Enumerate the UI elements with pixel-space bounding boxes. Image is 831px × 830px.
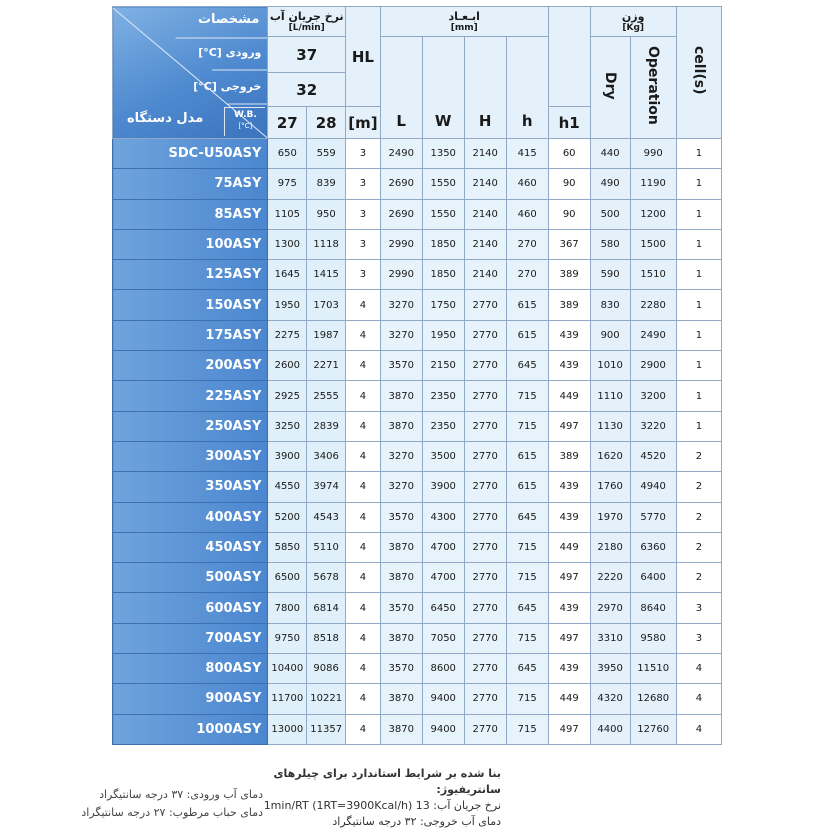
dim-h-cell: 615 [506, 290, 548, 320]
dim-l-cell: 3570 [380, 502, 422, 532]
notes-outlet: دمای آب خروجی: ۳۲ درجه سانتیگراد [332, 815, 501, 828]
hl-cell: 3 [346, 229, 381, 259]
dim-h-cell: 715 [506, 563, 548, 593]
h1-cell: 439 [548, 351, 590, 381]
h1-cell: 389 [548, 290, 590, 320]
operation-weight-cell: 3220 [630, 411, 676, 441]
dim-hh-cell: 2770 [464, 684, 506, 714]
hl-cell: 4 [346, 532, 381, 562]
flow-27-cell: 3250 [268, 411, 307, 441]
dim-w-cell: 9400 [422, 714, 464, 744]
cells-cell: 1 [676, 139, 721, 169]
h1-cell: 90 [548, 169, 590, 199]
dim-l-cell: 3270 [380, 472, 422, 502]
dry-weight-cell: 1130 [590, 411, 630, 441]
dim-hh-cell: 2140 [464, 169, 506, 199]
dim-hh-cell: 2770 [464, 623, 506, 653]
cells-cell: 4 [676, 714, 721, 744]
flow-28-cell: 3406 [307, 441, 346, 471]
flow-28-cell: 1987 [307, 320, 346, 350]
dim-hh-cell: 2770 [464, 381, 506, 411]
dim-l-cell: 3870 [380, 714, 422, 744]
dim-w-header: W [422, 37, 464, 139]
dim-l-cell: 3570 [380, 351, 422, 381]
flow-27-cell: 2275 [268, 320, 307, 350]
h1-cell: 439 [548, 502, 590, 532]
dim-h-cell: 615 [506, 441, 548, 471]
dim-h-cell: 715 [506, 411, 548, 441]
model-cell: 300ASY [113, 441, 268, 471]
outlet-temp-label: [°C] خروجی [193, 79, 262, 93]
operation-weight-cell: 12760 [630, 714, 676, 744]
operation-weight-cell: 990 [630, 139, 676, 169]
model-cell: 175ASY [113, 320, 268, 350]
dim-w-cell: 6450 [422, 593, 464, 623]
dry-weight-cell: 590 [590, 260, 630, 290]
dry-weight-cell: 1760 [590, 472, 630, 502]
notes-title: بنا شده بر شرایط استاندارد برای چیلرهای سانتریفیوژ: [273, 767, 501, 796]
dim-w-cell: 2350 [422, 381, 464, 411]
flow-28-cell: 2271 [307, 351, 346, 381]
table-row [113, 199, 722, 229]
cells-cell: 4 [676, 684, 721, 714]
hl-cell: 3 [346, 169, 381, 199]
h1-cell: 497 [548, 563, 590, 593]
flow-28-cell: 8518 [307, 623, 346, 653]
table-row [113, 441, 722, 471]
flow-27-cell: 3900 [268, 441, 307, 471]
dim-l-cell: 2690 [380, 169, 422, 199]
flow-27-cell: 1105 [268, 199, 307, 229]
flow-27-cell: 9750 [268, 623, 307, 653]
dry-weight-cell: 580 [590, 229, 630, 259]
dim-h-cell: 645 [506, 654, 548, 684]
notes-wetbulb: دمای حباب مرطوب: ۲۷ درجه سانتیگراد [81, 806, 263, 819]
dim-h-cell: 715 [506, 714, 548, 744]
operation-weight-cell: 6400 [630, 563, 676, 593]
dim-l-cell: 2490 [380, 139, 422, 169]
flow-27-cell: 10400 [268, 654, 307, 684]
weight-header: وزن [Kg] [590, 7, 676, 37]
dim-l-cell: 3570 [380, 654, 422, 684]
flow-27-cell: 650 [268, 139, 307, 169]
cells-cell: 1 [676, 381, 721, 411]
dim-w-cell: 1350 [422, 139, 464, 169]
dim-hh-cell: 2140 [464, 139, 506, 169]
h1-cell: 439 [548, 654, 590, 684]
cells-cell: 4 [676, 654, 721, 684]
table-row [113, 623, 722, 653]
flow-28-cell: 3974 [307, 472, 346, 502]
h1-cell: 60 [548, 139, 590, 169]
flow-27-cell: 6500 [268, 563, 307, 593]
hl-unit-header: [m] [346, 107, 381, 139]
cells-cell: 2 [676, 563, 721, 593]
dim-w-cell: 3900 [422, 472, 464, 502]
model-cell: 200ASY [113, 351, 268, 381]
dim-w-cell: 4700 [422, 532, 464, 562]
dim-l-cell: 2990 [380, 260, 422, 290]
dim-h-cell: 645 [506, 593, 548, 623]
model-cell: 500ASY [113, 563, 268, 593]
model-cell: SDC-U50ASY [113, 139, 268, 169]
dim-l-cell: 2990 [380, 229, 422, 259]
h1-header-top [548, 7, 590, 107]
model-cell: 250ASY [113, 411, 268, 441]
dim-w-cell: 1550 [422, 199, 464, 229]
dim-w-cell: 9400 [422, 684, 464, 714]
dim-w-cell: 1850 [422, 229, 464, 259]
flow-27-cell: 975 [268, 169, 307, 199]
inlet-temp-value: 37 [268, 37, 346, 73]
flow-27-cell: 2600 [268, 351, 307, 381]
dim-l-cell: 3870 [380, 411, 422, 441]
operation-weight-cell: 4520 [630, 441, 676, 471]
dim-l-cell: 2690 [380, 199, 422, 229]
dim-h-cell: 460 [506, 169, 548, 199]
flow-28-cell: 950 [307, 199, 346, 229]
operation-weight-cell: 3200 [630, 381, 676, 411]
spec-table [112, 6, 722, 745]
dim-h-cell: 645 [506, 351, 548, 381]
inlet-temp-label: [°C] ورودی [198, 45, 262, 59]
operation-weight-cell: 2280 [630, 290, 676, 320]
h1-cell: 497 [548, 714, 590, 744]
h1-cell: 389 [548, 441, 590, 471]
table-row [113, 351, 722, 381]
dim-h-cell: 415 [506, 139, 548, 169]
dim-hh-cell: 2140 [464, 229, 506, 259]
dim-hh-cell: 2770 [464, 290, 506, 320]
flow-28-cell: 1703 [307, 290, 346, 320]
table-row [113, 563, 722, 593]
model-cell: 800ASY [113, 654, 268, 684]
dry-weight-cell: 4320 [590, 684, 630, 714]
operation-weight-cell: 2900 [630, 351, 676, 381]
dry-weight-cell: 1620 [590, 441, 630, 471]
flow-28-cell: 11357 [307, 714, 346, 744]
cells-cell: 2 [676, 502, 721, 532]
hl-cell: 4 [346, 381, 381, 411]
cells-cell: 1 [676, 320, 721, 350]
wb-27-header: 27 [268, 107, 307, 139]
cells-cell: 1 [676, 260, 721, 290]
table-row [113, 684, 722, 714]
notes-block [261, 766, 501, 830]
table-row [113, 169, 722, 199]
dim-hh-cell: 2770 [464, 714, 506, 744]
model-cell: 100ASY [113, 229, 268, 259]
table-row [113, 229, 722, 259]
cells-cell: 1 [676, 199, 721, 229]
dim-l-cell: 3870 [380, 563, 422, 593]
cells-cell: 1 [676, 351, 721, 381]
flow-28-cell: 1118 [307, 229, 346, 259]
model-cell: 700ASY [113, 623, 268, 653]
dims-header: ابـعـاد [mm] [380, 7, 548, 37]
flow-28-cell: 5678 [307, 563, 346, 593]
dim-hh-cell: 2770 [464, 320, 506, 350]
dim-w-cell: 2150 [422, 351, 464, 381]
hl-cell: 3 [346, 199, 381, 229]
h1-cell: 367 [548, 229, 590, 259]
h1-header: h1 [548, 107, 590, 139]
cells-cell: 2 [676, 472, 721, 502]
dim-hh-cell: 2770 [464, 502, 506, 532]
table-row [113, 139, 722, 169]
h1-cell: 497 [548, 411, 590, 441]
dry-weight-cell: 3950 [590, 654, 630, 684]
flow-27-cell: 5850 [268, 532, 307, 562]
cells-cell: 1 [676, 411, 721, 441]
flow-28-cell: 5110 [307, 532, 346, 562]
operation-weight-cell: 2490 [630, 320, 676, 350]
dim-w-cell: 7050 [422, 623, 464, 653]
operation-weight-cell: 11510 [630, 654, 676, 684]
dry-weight-cell: 500 [590, 199, 630, 229]
dry-weight-cell: 830 [590, 290, 630, 320]
dim-w-cell: 1750 [422, 290, 464, 320]
dim-h-header: h [506, 37, 548, 139]
dim-hh-cell: 2770 [464, 593, 506, 623]
dry-weight-cell: 490 [590, 169, 630, 199]
dim-l-cell: 3870 [380, 684, 422, 714]
dim-w-cell: 1550 [422, 169, 464, 199]
model-cell: 600ASY [113, 593, 268, 623]
h1-cell: 439 [548, 320, 590, 350]
hl-cell: 4 [346, 684, 381, 714]
hl-cell: 4 [346, 320, 381, 350]
h1-cell: 449 [548, 381, 590, 411]
model-cell: 125ASY [113, 260, 268, 290]
h1-cell: 439 [548, 593, 590, 623]
model-cell: 1000ASY [113, 714, 268, 744]
outlet-temp-value: 32 [268, 73, 346, 107]
operation-header: Operation [630, 37, 676, 139]
dim-h-cell: 460 [506, 199, 548, 229]
dim-h-cell: 645 [506, 502, 548, 532]
dry-weight-cell: 440 [590, 139, 630, 169]
flow-28-cell: 10221 [307, 684, 346, 714]
operation-weight-cell: 1190 [630, 169, 676, 199]
dim-hh-cell: 2770 [464, 532, 506, 562]
wet-bulb-label: W.B. [°C] [224, 107, 265, 136]
specs-label: مشخصات [197, 11, 260, 27]
h1-cell: 449 [548, 532, 590, 562]
hl-cell: 4 [346, 290, 381, 320]
hl-cell: 4 [346, 563, 381, 593]
dry-weight-cell: 1970 [590, 502, 630, 532]
dim-h-cell: 715 [506, 532, 548, 562]
dim-w-cell: 1850 [422, 260, 464, 290]
cells-cell: 2 [676, 532, 721, 562]
dry-weight-cell: 2180 [590, 532, 630, 562]
dim-hh-cell: 2770 [464, 654, 506, 684]
flow-28-cell: 2555 [307, 381, 346, 411]
cells-header: cell(s) [676, 7, 721, 139]
flow-27-cell: 11700 [268, 684, 307, 714]
cells-cell: 1 [676, 169, 721, 199]
h1-cell: 90 [548, 199, 590, 229]
dim-w-cell: 3500 [422, 441, 464, 471]
flow-27-cell: 1645 [268, 260, 307, 290]
dim-h-cell: 270 [506, 229, 548, 259]
flow-27-cell: 5200 [268, 502, 307, 532]
h1-cell: 497 [548, 623, 590, 653]
model-cell: 85ASY [113, 199, 268, 229]
dim-l-cell: 3870 [380, 623, 422, 653]
hl-cell: 4 [346, 411, 381, 441]
wb-28-header: 28 [307, 107, 346, 139]
table-row [113, 320, 722, 350]
dim-hh-cell: 2140 [464, 260, 506, 290]
flow-27-cell: 2925 [268, 381, 307, 411]
model-label: مدل دستگاه [127, 110, 204, 126]
dry-header: Dry [590, 37, 630, 139]
dim-h-cell: 270 [506, 260, 548, 290]
model-cell: 450ASY [113, 532, 268, 562]
cells-cell: 1 [676, 229, 721, 259]
flow-28-cell: 559 [307, 139, 346, 169]
hl-header: HL [346, 7, 381, 107]
header-corner [113, 7, 268, 139]
table-row [113, 381, 722, 411]
flow-27-cell: 7800 [268, 593, 307, 623]
hl-cell: 4 [346, 351, 381, 381]
operation-weight-cell: 5770 [630, 502, 676, 532]
dim-hh-header: H [464, 37, 506, 139]
flow-28-cell: 6814 [307, 593, 346, 623]
dim-l-header: L [380, 37, 422, 139]
model-cell: 75ASY [113, 169, 268, 199]
dry-weight-cell: 2220 [590, 563, 630, 593]
table-row [113, 714, 722, 744]
hl-cell: 3 [346, 139, 381, 169]
model-cell: 225ASY [113, 381, 268, 411]
dry-weight-cell: 2970 [590, 593, 630, 623]
flow-27-cell: 13000 [268, 714, 307, 744]
cells-cell: 3 [676, 623, 721, 653]
hl-cell: 4 [346, 472, 381, 502]
table-row [113, 290, 722, 320]
flow-28-cell: 4543 [307, 502, 346, 532]
hl-cell: 4 [346, 502, 381, 532]
operation-weight-cell: 1500 [630, 229, 676, 259]
operation-weight-cell: 8640 [630, 593, 676, 623]
dim-l-cell: 3870 [380, 532, 422, 562]
flow-27-cell: 4550 [268, 472, 307, 502]
h1-cell: 449 [548, 684, 590, 714]
h1-cell: 439 [548, 472, 590, 502]
dim-w-cell: 4700 [422, 563, 464, 593]
dry-weight-cell: 1110 [590, 381, 630, 411]
dim-hh-cell: 2770 [464, 351, 506, 381]
table-row [113, 260, 722, 290]
hl-cell: 3 [346, 260, 381, 290]
cells-cell: 3 [676, 593, 721, 623]
table-row [113, 472, 722, 502]
dim-h-cell: 715 [506, 381, 548, 411]
notes-inlet: دمای آب ورودی: ۳۷ درجه سانتیگراد [99, 788, 263, 801]
dim-l-cell: 3570 [380, 593, 422, 623]
flow-28-cell: 839 [307, 169, 346, 199]
dim-hh-cell: 2770 [464, 411, 506, 441]
dim-w-cell: 1950 [422, 320, 464, 350]
table-row [113, 411, 722, 441]
dry-weight-cell: 4400 [590, 714, 630, 744]
hl-cell: 4 [346, 623, 381, 653]
dim-w-cell: 2350 [422, 411, 464, 441]
hl-cell: 4 [346, 441, 381, 471]
flow-28-cell: 1415 [307, 260, 346, 290]
dim-hh-cell: 2140 [464, 199, 506, 229]
operation-weight-cell: 1510 [630, 260, 676, 290]
flow-27-cell: 1300 [268, 229, 307, 259]
dim-h-cell: 715 [506, 623, 548, 653]
dim-l-cell: 3270 [380, 320, 422, 350]
flow-header: نرخ جریان آب [L/min] [268, 7, 346, 37]
table-row [113, 502, 722, 532]
hl-cell: 4 [346, 654, 381, 684]
dry-weight-cell: 1010 [590, 351, 630, 381]
flow-28-cell: 2839 [307, 411, 346, 441]
operation-weight-cell: 4940 [630, 472, 676, 502]
hl-cell: 4 [346, 714, 381, 744]
dim-w-cell: 4300 [422, 502, 464, 532]
dim-h-cell: 615 [506, 472, 548, 502]
table-row [113, 654, 722, 684]
operation-weight-cell: 6360 [630, 532, 676, 562]
flow-27-cell: 1950 [268, 290, 307, 320]
table-row [113, 532, 722, 562]
dry-weight-cell: 900 [590, 320, 630, 350]
cells-cell: 1 [676, 290, 721, 320]
dim-l-cell: 3870 [380, 381, 422, 411]
operation-weight-cell: 9580 [630, 623, 676, 653]
dry-weight-cell: 3310 [590, 623, 630, 653]
model-cell: 400ASY [113, 502, 268, 532]
dim-h-cell: 615 [506, 320, 548, 350]
dim-hh-cell: 2770 [464, 472, 506, 502]
model-cell: 350ASY [113, 472, 268, 502]
dim-hh-cell: 2770 [464, 441, 506, 471]
h1-cell: 389 [548, 260, 590, 290]
model-cell: 150ASY [113, 290, 268, 320]
table-row [113, 593, 722, 623]
model-cell: 900ASY [113, 684, 268, 714]
dim-hh-cell: 2770 [464, 563, 506, 593]
hl-cell: 4 [346, 593, 381, 623]
dim-l-cell: 3270 [380, 441, 422, 471]
dim-h-cell: 715 [506, 684, 548, 714]
cells-cell: 2 [676, 441, 721, 471]
dim-l-cell: 3270 [380, 290, 422, 320]
operation-weight-cell: 12680 [630, 684, 676, 714]
dim-w-cell: 8600 [422, 654, 464, 684]
notes-flow: نرخ جریان آب: 13 1min/RT (1RT=3900Kcal/h) [263, 799, 501, 812]
operation-weight-cell: 1200 [630, 199, 676, 229]
flow-28-cell: 9086 [307, 654, 346, 684]
